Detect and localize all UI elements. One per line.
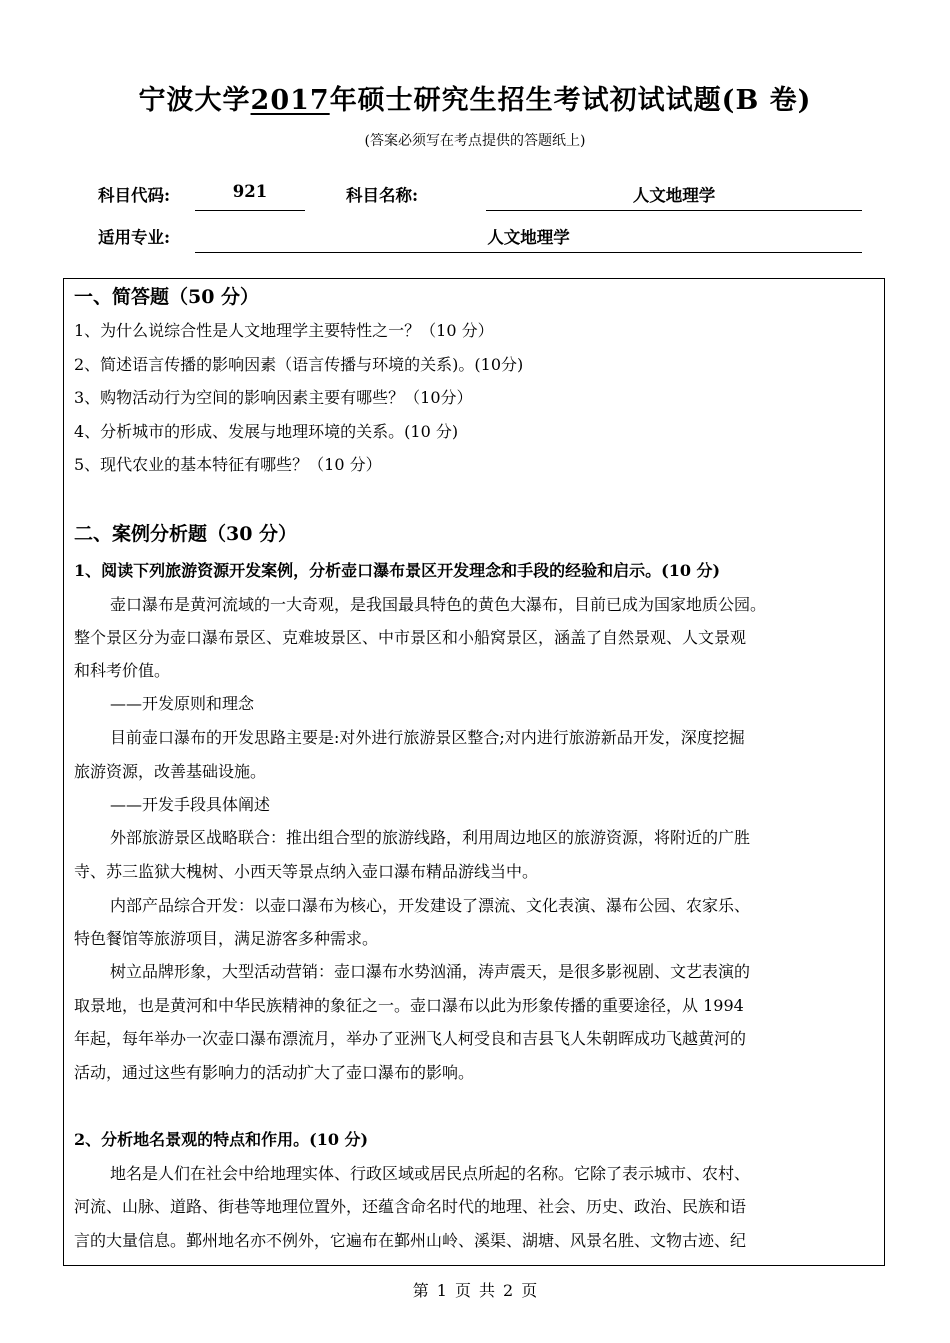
case1-line: ——开发原则和理念 [110, 694, 255, 713]
section1-question: 2、简述语言传播的影响因素（语言传播与环境的关系)。(10分) [74, 355, 524, 374]
major-value: 人文地理学 [487, 228, 570, 247]
section1-question: 3、购物活动行为空间的影响因素主要有哪些？（10分） [74, 388, 473, 407]
section1-question: 4、分析城市的形成、发展与地理环境的关系。(10 分) [74, 422, 459, 441]
footer-word: 共 [479, 1281, 496, 1300]
title-school: 宁波大学 [138, 85, 251, 116]
page-footer [0, 1278, 950, 1301]
case1-line: ——开发手段具体阐述 [110, 795, 271, 814]
case1-line: 目前壶口瀑布的开发思路主要是:对外进行旅游景区整合;对内进行旅游新品开发，深度挖掘 [110, 728, 745, 747]
title-suffix: 年硕士研究生招生考试初试试题(B 卷) [329, 85, 812, 116]
case2-title: 2、分析地名景观的特点和作用。(10 分) [74, 1130, 369, 1149]
subject-name-label: 科目名称: [346, 186, 419, 205]
case1-line: 壶口瀑布是黄河流域的一大奇观，是我国最具特色的黄色大瀑布，目前已成为国家地质公园。 [110, 595, 767, 614]
case1-title: 1、阅读下列旅游资源开发案例，分析壶口瀑布景区开发理念和手段的经验和启示。(10 分) [74, 561, 721, 580]
section1-question: 5、现代农业的基本特征有哪些？（10 分） [74, 455, 382, 474]
case1-line: 年起，每年举办一次壶口瀑布漂流月，举办了亚洲飞人柯受良和吉县飞人朱朝晖成功飞越黄河的 [74, 1029, 747, 1048]
case1-line: 整个景区分为壶口瀑布景区、克难坡景区、中市景区和小船窝景区，涵盖了自然景观、人文景观 [74, 628, 747, 647]
section1-heading: 一、简答题（50 分） [74, 286, 260, 308]
footer-page-number: 1 [436, 1281, 447, 1300]
case1-line: 特色餐馆等旅游项目，满足游客多种需求。 [74, 929, 379, 948]
case1-line: 和科考价值。 [74, 661, 171, 680]
footer-total-pages: 2 [503, 1281, 514, 1300]
case1-line: 活动，通过这些有影响力的活动扩大了壶口瀑布的影响。 [74, 1063, 475, 1082]
major-underline [195, 252, 862, 253]
exam-title [0, 78, 950, 117]
case2-line: 地名是人们在社会中给地理实体、行政区域或居民点所起的名称。它除了表示城市、农村、 [110, 1164, 751, 1183]
answer-note: (答案必须写在考点提供的答题纸上) [364, 133, 586, 149]
section1-question: 1、为什么说综合性是人文地理学主要特性之一？（10 分） [74, 321, 494, 340]
case1-line: 取景地，也是黄河和中华民族精神的象征之一。壶口瀑布以此为形象传播的重要途径，从 1994 [74, 996, 744, 1015]
case1-line: 内部产品综合开发：以壶口瀑布为核心，开发建设了漂流、文化表演、瀑布公园、农家乐、 [110, 896, 751, 915]
subject-name-value: 人文地理学 [632, 186, 716, 205]
subject-code-label: 科目代码: [98, 186, 171, 205]
case1-line: 寺、苏三监狱大槐树、小西天等景点纳入壶口瀑布精品游线当中。 [74, 862, 539, 881]
footer-word: 页 [454, 1281, 471, 1300]
subject-code-value: 921 [232, 182, 268, 201]
case1-line: 旅游资源，改善基础设施。 [74, 762, 267, 781]
subject-name-underline [486, 210, 862, 211]
case2-line: 言的大量信息。鄞州地名亦不例外，它遍布在鄞州山岭、溪渠、湖塘、风景名胜、文物古迹、纪 [74, 1231, 747, 1250]
case1-line: 外部旅游景区战略联合：推出组合型的旅游线路，利用周边地区的旅游资源，将附近的广胜 [110, 828, 751, 847]
subject-code-underline [195, 210, 305, 211]
case1-line: 树立品牌形象，大型活动营销：壶口瀑布水势汹涌，涛声震天，是很多影视剧、文艺表演的 [110, 962, 751, 981]
footer-word: 第 [412, 1281, 429, 1300]
title-year: 2017 [250, 85, 330, 116]
footer-word: 页 [521, 1281, 538, 1300]
major-label: 适用专业: [98, 228, 171, 247]
section2-heading: 二、案例分析题（30 分） [74, 523, 298, 545]
case2-line: 河流、山脉、道路、街巷等地理位置外，还蕴含命名时代的地理、社会、历史、政治、民族和语 [74, 1197, 747, 1216]
